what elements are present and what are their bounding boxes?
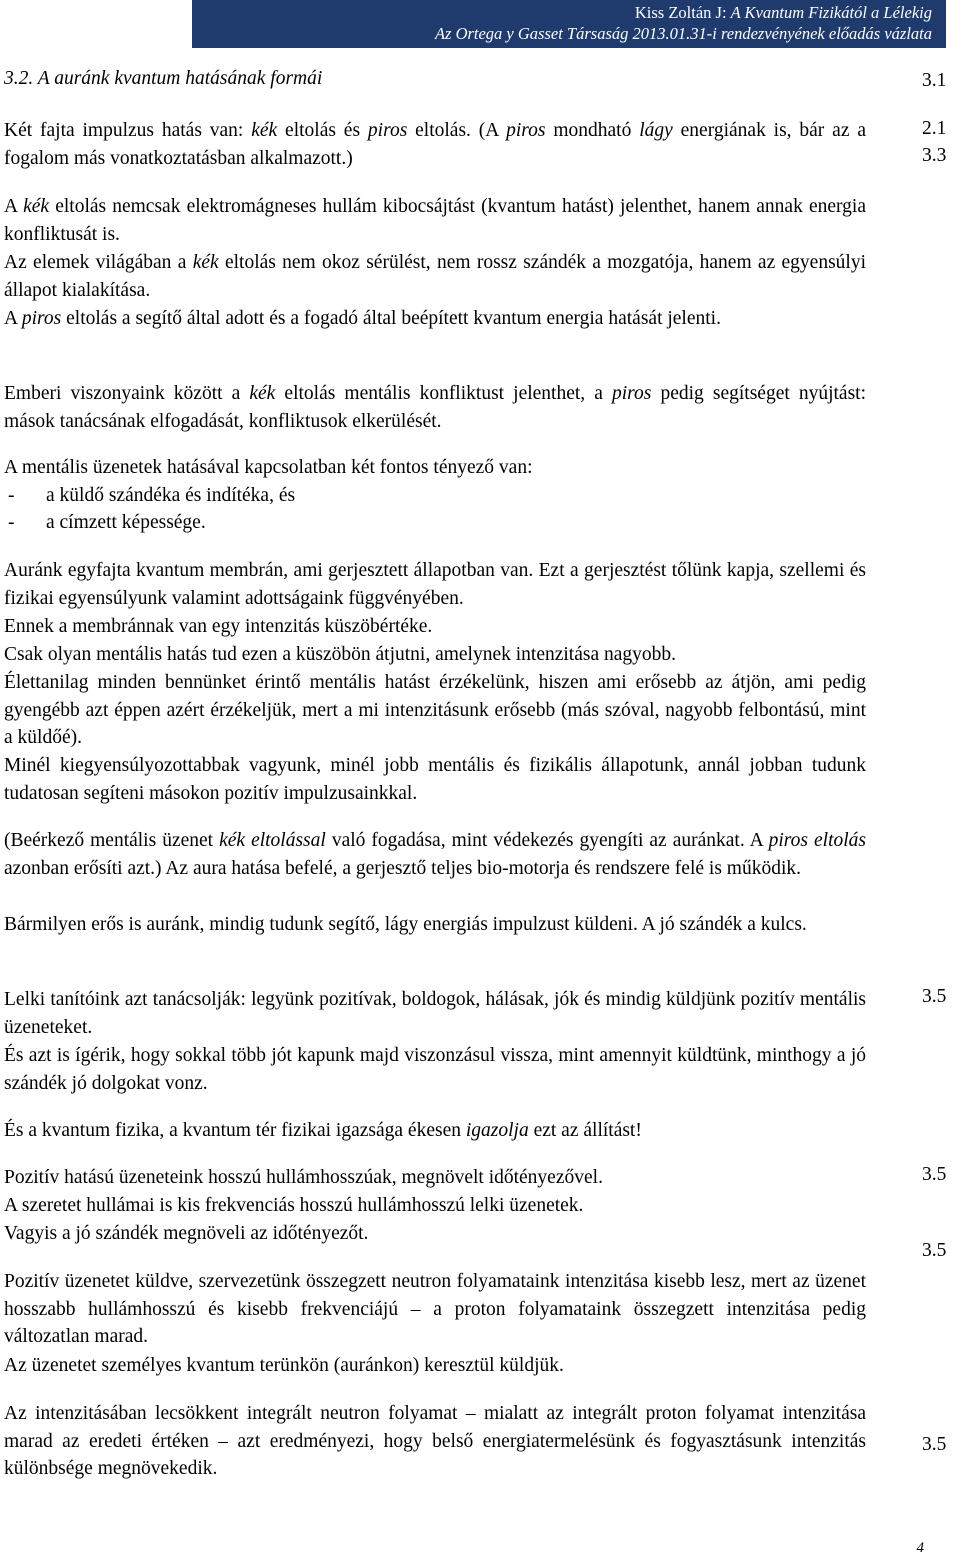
factor-list (4, 482, 866, 536)
paragraph-promise: És azt is ígérik, hogy sokkal több jót kapunk majd viszonzásul vissza, mint amennyit küldtünk, minthogy a jó szándék jó dolgokat vonz. (4, 1045, 866, 1094)
paragraph-elements: Az elemek világában a kék eltolás nem okoz sérülést, nem rossz szándék a mozgatója, hanem az egyensúlyi állapot kialakítása. (4, 252, 867, 301)
paragraph-incoming-message: (Beérkező mentális üzenet kék eltolással való fogadása, mint védekezés gyengíti az auránkat. A piros eltolás azonban erősíti azt.) Az aura hatása befelé, a gerjesztő teljes bio-motorja és rendszere felé is működik. (4, 830, 867, 879)
section-title: 3.2. A auránk kvantum hatásának formái (4, 68, 323, 89)
document-header (192, 0, 946, 48)
paragraph-blue-shift: A kék eltolás nemcsak elektromágneses hullám kibocsájtást (kvantum hatást) jelenthet, hanem annak energia konfliktusát is. (4, 196, 866, 245)
paragraph-physiology: Élettanilag minden bennünket érintő mentális hatást érzékelünk, hiszen ami erősebb az átjön, ami pedig gyengébb azt éppen azért érzékeljük, mert a mi intenzitásunk erősebb (más szóval, nagyobb felbontású, mint a küldőé). (4, 672, 866, 749)
paragraph-mental-messages: A mentális üzenetek hatásával kapcsolatban két fontos tényező van: (4, 457, 533, 478)
paragraph-quantum-proof: És a kvantum fizika, a kvantum tér fizikai igazsága ékesen igazolja ezt az állítást! (4, 1120, 642, 1141)
list-item: - a küldő szándéka és indítéka, és (8, 485, 296, 506)
header-line-1 (192, 2, 932, 23)
paragraph-neutron-processes: Pozitív üzenetet küldve, szervezetünk összegzett neutron folyamataink intenzitása kisebb lesz, mert az üzenet hosszabb hullámhosszú és kisebb frekvenciájú – a proton folyamataink összegzett intenzitása pedig változatlan marad. (4, 1271, 866, 1348)
paragraph-love-waves: A szeretet hullámai is kis frekvenciás hosszú hullámhosszú lelki üzenetek. (4, 1195, 584, 1216)
ref-3-5-d: 3.5 (922, 1434, 947, 1455)
header-author: Kiss Zoltán J: (634, 3, 731, 22)
ref-3-5-a: 3.5 (922, 986, 947, 1007)
ref-3-5-b: 3.5 (922, 1164, 947, 1185)
paragraph-aura-membrane: Auránk egyfajta kvantum membrán, ami gerjesztett állapotban van. Ezt a gerjesztést tőlünk kapja, szellemi és fizikai egyensúlyunk valamint adottságaink függvényében. (4, 560, 866, 609)
header-line-2 (192, 23, 932, 44)
paragraph-intensity: Csak olyan mentális hatás tud ezen a küszöbön átjutni, amelynek intenzitása nagyobb. (4, 644, 677, 665)
paragraph-spiritual-teachers: Lelki tanítóink azt tanácsolják: legyünk pozitívak, boldogok, hálásak, jók és mindig küldjünk pozitív mentális üzeneteket. (4, 989, 866, 1038)
ref-3-5-c: 3.5 (922, 1240, 947, 1261)
header-title: A Kvantum Fizikától a Lélekig (730, 3, 932, 22)
paragraph-human-relations: Emberi viszonyaink között a kék eltolás mentális konfliktust jelenthet, a piros pedig segítséget nyújtást: mások tanácsának elfogadását, konfliktusok elkerülését. (4, 383, 867, 432)
paragraph-good-intention: Bármilyen erős is auránk, mindig tudunk segítő, lágy energiás impulzust küldeni. A jó szándék a kulcs. (4, 914, 807, 935)
header-event: Az Ortega y Gasset Társaság 2013.01.31-i rendezvényének előadás vázlata (434, 24, 932, 43)
paragraph-impulse-types: Két fajta impulzus hatás van: kék eltolás és piros eltolás. (A piros mondható lágy energiának is, bár az a fogalom más vonatkoztatásban alkalmazott.) (4, 120, 866, 169)
list-item: - a címzett képessége. (8, 512, 206, 533)
ref-2-1: 2.1 (922, 118, 947, 139)
paragraph-balance: Minél kiegyensúlyozottabbak vagyunk, minél jobb mentális és fizikális állapotunk, annál jobban tudunk tudatosan segíteni másokon pozitív impulzusainkkal. (4, 755, 866, 804)
paragraph-quantum-field: Az üzenetet személyes kvantum terünkön (auránkon) keresztül küldjük. (4, 1355, 564, 1376)
paragraph-long-wavelength: Pozitív hatású üzeneteink hosszú hullámhosszúak, megnövelt időtényezővel. (4, 1167, 603, 1188)
page-number: 4 (916, 1540, 924, 1556)
paragraph-threshold: Ennek a membránnak van egy intenzitás küszöbértéke. (4, 616, 433, 637)
paragraph-time-factor: Vagyis a jó szándék megnöveli az időtényezőt. (4, 1223, 369, 1244)
paragraph-energy-difference: Az intenzitásában lecsökkent integrált neutron folyamat – mialatt az integrált proton folyamat intenzitása marad az eredeti értéken – azt eredményezi, hogy belső energiatermelésünk és fogyasztásunk intenzitás különbsége megnövekedik. (4, 1403, 866, 1480)
ref-3-1: 3.1 (922, 70, 947, 91)
paragraph-red-shift: A piros eltolás a segítő által adott és a fogadó által beépített kvantum energia hatását jelenti. (4, 308, 721, 329)
ref-3-3: 3.3 (922, 145, 947, 166)
